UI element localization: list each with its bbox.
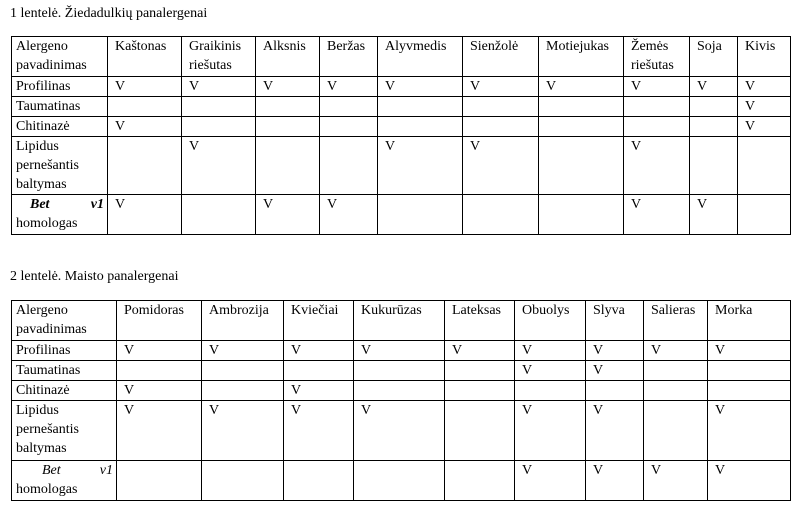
presence-cell: V	[284, 401, 354, 461]
table-row	[12, 97, 791, 117]
presence-cell	[202, 381, 284, 401]
allergen-name-cell: Profilinas	[12, 77, 108, 97]
presence-cell: V	[182, 137, 256, 195]
header-cell-allergen-name: Alergeno pavadinimas	[12, 37, 108, 77]
presence-cell	[182, 97, 256, 117]
table-row	[12, 461, 791, 501]
header-cell-source: Alksnis	[256, 37, 320, 77]
presence-cell: V	[117, 381, 202, 401]
header-cell-source: Pomidoras	[117, 301, 202, 341]
presence-cell	[738, 137, 791, 195]
homologas-word: homologas	[16, 482, 78, 497]
presence-cell: V	[354, 401, 445, 461]
presence-cell: V	[320, 195, 378, 235]
presence-cell: V	[515, 401, 586, 461]
presence-cell	[624, 97, 690, 117]
allergen-name-cell: Taumatinas	[12, 97, 108, 117]
presence-cell: V	[182, 77, 256, 97]
presence-cell	[690, 97, 738, 117]
allergen-name-cell: Chitinazė	[12, 381, 117, 401]
presence-cell	[463, 195, 539, 235]
header-cell-source: Morka	[708, 301, 791, 341]
presence-cell	[690, 117, 738, 137]
bet-word: Bet	[30, 197, 50, 212]
presence-cell	[463, 97, 539, 117]
presence-cell: V	[445, 341, 515, 361]
allergen-name-cell: Chitinazė	[12, 117, 108, 137]
presence-cell	[117, 361, 202, 381]
table-header-row	[12, 37, 791, 77]
presence-cell: V	[320, 77, 378, 97]
presence-cell	[624, 117, 690, 137]
homologas-word: homologas	[16, 216, 78, 231]
presence-cell: V	[708, 341, 791, 361]
presence-cell: V	[284, 341, 354, 361]
table-row	[12, 77, 791, 97]
presence-cell	[284, 361, 354, 381]
presence-cell: V	[354, 341, 445, 361]
presence-cell	[539, 137, 624, 195]
header-cell-source: Beržas	[320, 37, 378, 77]
header-cell-source: Motiejukas	[539, 37, 624, 77]
presence-cell: V	[738, 77, 791, 97]
presence-cell: V	[624, 77, 690, 97]
header-cell-source: Kukurūzas	[354, 301, 445, 341]
header-cell-source: Obuolys	[515, 301, 586, 341]
header-cell-source: Lateksas	[445, 301, 515, 341]
presence-cell	[515, 381, 586, 401]
presence-cell	[354, 381, 445, 401]
presence-cell: V	[202, 401, 284, 461]
presence-cell	[182, 117, 256, 137]
presence-cell	[256, 117, 320, 137]
header-cell-source: Alyvmedis	[378, 37, 463, 77]
header-cell-source: Žemės riešutas	[624, 37, 690, 77]
table-row	[12, 341, 791, 361]
presence-cell: V	[515, 461, 586, 501]
presence-cell	[202, 461, 284, 501]
v1-word: v1	[90, 197, 104, 212]
presence-cell	[320, 97, 378, 117]
presence-cell: V	[690, 195, 738, 235]
presence-cell: V	[586, 361, 644, 381]
table2-caption: 2 lentelė. Maisto panalergenai	[10, 269, 179, 284]
presence-cell	[320, 117, 378, 137]
table-row	[12, 137, 791, 195]
presence-cell	[445, 361, 515, 381]
header-cell-source: Salieras	[644, 301, 708, 341]
presence-cell: V	[586, 401, 644, 461]
presence-cell: V	[624, 137, 690, 195]
presence-cell	[378, 195, 463, 235]
presence-cell	[463, 117, 539, 137]
allergen-name-cell: Taumatinas	[12, 361, 117, 381]
presence-cell: V	[108, 117, 182, 137]
presence-cell: V	[708, 461, 791, 501]
header-cell-source: Kivis	[738, 37, 791, 77]
header-cell-source: Slyva	[586, 301, 644, 341]
table-row	[12, 401, 791, 461]
presence-cell	[644, 381, 708, 401]
presence-cell: V	[624, 195, 690, 235]
presence-cell: V	[117, 341, 202, 361]
presence-cell	[586, 381, 644, 401]
allergen-name-cell	[12, 195, 108, 235]
presence-cell: V	[108, 195, 182, 235]
presence-cell	[738, 195, 791, 235]
presence-cell	[690, 137, 738, 195]
presence-cell	[445, 461, 515, 501]
presence-cell	[320, 137, 378, 195]
presence-cell: V	[586, 341, 644, 361]
presence-cell	[644, 401, 708, 461]
presence-cell: V	[644, 461, 708, 501]
presence-cell: V	[738, 97, 791, 117]
presence-cell	[182, 195, 256, 235]
presence-cell: V	[690, 77, 738, 97]
presence-cell	[256, 97, 320, 117]
presence-cell	[539, 195, 624, 235]
header-cell-source: Kaštonas	[108, 37, 182, 77]
header-cell-source: Kviečiai	[284, 301, 354, 341]
presence-cell	[378, 117, 463, 137]
table-row	[12, 361, 791, 381]
table-row	[12, 381, 791, 401]
presence-cell: V	[378, 137, 463, 195]
presence-cell	[644, 361, 708, 381]
header-cell-source: Soja	[690, 37, 738, 77]
presence-cell	[108, 137, 182, 195]
presence-cell	[117, 461, 202, 501]
presence-cell: V	[256, 77, 320, 97]
presence-cell: V	[586, 461, 644, 501]
presence-cell: V	[738, 117, 791, 137]
presence-cell: V	[463, 137, 539, 195]
presence-cell: V	[515, 361, 586, 381]
allergen-name-cell: Lipidus pernešantis baltymas	[12, 137, 108, 195]
header-cell-source: Graikinis riešutas	[182, 37, 256, 77]
presence-cell: V	[515, 341, 586, 361]
presence-cell	[708, 381, 791, 401]
table-header-row	[12, 301, 791, 341]
header-cell-source: Ambrozija	[202, 301, 284, 341]
presence-cell: V	[378, 77, 463, 97]
food-panallergens-table	[11, 300, 791, 501]
presence-cell	[108, 97, 182, 117]
presence-cell: V	[708, 401, 791, 461]
allergen-name-cell	[12, 461, 117, 501]
presence-cell: V	[284, 381, 354, 401]
presence-cell: V	[256, 195, 320, 235]
presence-cell	[354, 361, 445, 381]
presence-cell: V	[644, 341, 708, 361]
presence-cell	[445, 401, 515, 461]
bet-v1-label	[16, 461, 116, 480]
pollen-panallergens-table	[11, 36, 791, 235]
bet-v1-label	[16, 195, 107, 214]
presence-cell	[202, 361, 284, 381]
presence-cell	[256, 137, 320, 195]
presence-cell	[539, 97, 624, 117]
allergen-name-cell: Profilinas	[12, 341, 117, 361]
presence-cell: V	[202, 341, 284, 361]
presence-cell	[708, 361, 791, 381]
header-cell-source: Sienžolė	[463, 37, 539, 77]
v1-word: v1	[99, 463, 113, 478]
table1-caption: 1 lentelė. Žiedadulkių panalergenai	[10, 6, 208, 21]
table-row	[12, 117, 791, 137]
presence-cell: V	[108, 77, 182, 97]
allergen-name-cell: Lipidus pernešantis baltymas	[12, 401, 117, 461]
presence-cell: V	[463, 77, 539, 97]
presence-cell	[354, 461, 445, 501]
presence-cell: V	[117, 401, 202, 461]
presence-cell	[378, 97, 463, 117]
presence-cell: V	[539, 77, 624, 97]
presence-cell	[284, 461, 354, 501]
presence-cell	[445, 381, 515, 401]
presence-cell	[539, 117, 624, 137]
header-cell-allergen-name: Alergeno pavadinimas	[12, 301, 117, 341]
bet-word: Bet	[42, 463, 61, 478]
table-row	[12, 195, 791, 235]
